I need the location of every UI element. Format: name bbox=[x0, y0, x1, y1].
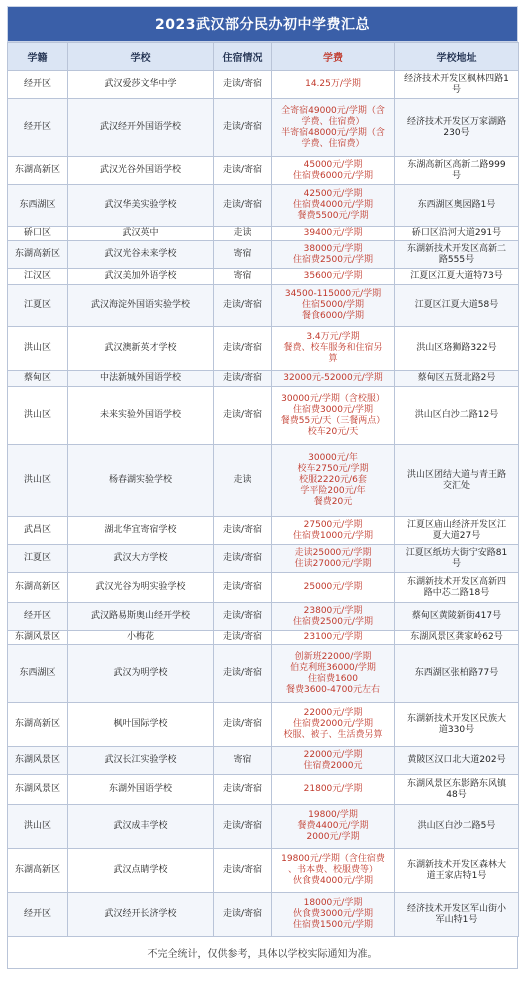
address-line: 道330号 bbox=[438, 724, 475, 735]
cell-fee bbox=[272, 747, 395, 775]
cell-address bbox=[395, 893, 519, 937]
cell-address bbox=[395, 775, 519, 805]
fee-line: 校车20元/天 bbox=[307, 426, 359, 437]
address-line: 道王家店特1号 bbox=[426, 870, 487, 881]
cell-address bbox=[395, 747, 519, 775]
cell-fee bbox=[272, 775, 395, 805]
fee-line: 校服2220元/6套 bbox=[299, 475, 367, 485]
fee-line: 走读25000元/学期 bbox=[294, 547, 372, 558]
cell-fee bbox=[272, 517, 395, 545]
cell-school: 武汉路易斯奥山经开学校 bbox=[68, 603, 214, 631]
cell-fee bbox=[272, 71, 395, 99]
cell-district: 江夏区 bbox=[8, 285, 68, 327]
cell-district: 洪山区 bbox=[8, 445, 68, 517]
fee-line: 22000元/学期 bbox=[303, 708, 363, 718]
fee-line: 校服、被子、生活费另算 bbox=[283, 730, 383, 740]
cell-lodging: 走读/寄宿 bbox=[214, 71, 272, 99]
cell-address bbox=[395, 631, 519, 645]
cell-lodging: 走读/寄宿 bbox=[214, 545, 272, 573]
table-row bbox=[8, 445, 519, 517]
cell-address bbox=[395, 371, 519, 387]
cell-fee bbox=[272, 99, 395, 157]
fee-line: 42500元/学期 bbox=[303, 189, 363, 199]
cell-address bbox=[395, 445, 519, 517]
table-row bbox=[8, 603, 519, 631]
address-line: 黄陂区汉口北大道202号 bbox=[407, 755, 506, 765]
fee-line: 餐费20元 bbox=[313, 497, 353, 507]
fee-line: 住宿费2000元/学期 bbox=[293, 719, 373, 729]
fee-line: 餐食6000/学期 bbox=[302, 311, 364, 321]
fee-line: 学平险200元/年 bbox=[300, 486, 366, 496]
table-row bbox=[8, 227, 519, 241]
table-row bbox=[8, 631, 519, 645]
address-line: 蔡甸区黄陵新街417号 bbox=[411, 611, 502, 621]
cell-lodging: 走读/寄宿 bbox=[214, 775, 272, 805]
cell-address bbox=[395, 645, 519, 703]
address-line: 夏大道27号 bbox=[432, 530, 481, 541]
cell-district: 经开区 bbox=[8, 71, 68, 99]
cell-fee bbox=[272, 703, 395, 747]
cell-lodging: 走读/寄宿 bbox=[214, 645, 272, 703]
cell-lodging: 走读/寄宿 bbox=[214, 703, 272, 747]
fee-line: 22000元/学期 bbox=[303, 749, 363, 760]
cell-fee bbox=[272, 849, 395, 893]
fee-line: 3.4万元/学期 bbox=[306, 332, 360, 342]
cell-district: 东湖高新区 bbox=[8, 573, 68, 603]
cell-lodging: 走读/寄宿 bbox=[214, 517, 272, 545]
cell-address bbox=[395, 269, 519, 285]
fee-line: 伯克利班36000/学期 bbox=[290, 662, 376, 673]
cell-fee bbox=[272, 269, 395, 285]
table-row bbox=[8, 703, 519, 747]
header-address: 学校地址 bbox=[395, 43, 519, 71]
cell-address bbox=[395, 157, 519, 185]
fee-line: 住宿费3000元/学期 bbox=[293, 404, 373, 415]
fee-line: 32000元-52000元/学期 bbox=[283, 373, 383, 383]
cell-school: 武汉光谷外国语学校 bbox=[68, 157, 214, 185]
table-row bbox=[8, 645, 519, 703]
cell-fee bbox=[272, 387, 395, 445]
cell-lodging: 寄宿 bbox=[214, 747, 272, 775]
fee-line: 住宿费2500元/学期 bbox=[293, 616, 373, 627]
address-line: 东湖风景区东影路东风镇 bbox=[406, 778, 506, 789]
address-line: 东湖新技术开发区高新二 bbox=[406, 243, 506, 254]
cell-fee bbox=[272, 185, 395, 227]
cell-school: 武汉爱莎文华中学 bbox=[68, 71, 214, 99]
table-row bbox=[8, 849, 519, 893]
cell-lodging: 走读/寄宿 bbox=[214, 327, 272, 371]
table-row bbox=[8, 327, 519, 371]
cell-school: 东湖外国语学校 bbox=[68, 775, 214, 805]
address-line: 江夏区纸坊大街宁安路81 bbox=[405, 547, 508, 558]
address-line: 军山特1号 bbox=[435, 914, 478, 925]
cell-district: 东湖风景区 bbox=[8, 747, 68, 775]
cell-lodging: 走读/寄宿 bbox=[214, 603, 272, 631]
fee-line: 住宿费1500元/学期 bbox=[293, 920, 373, 930]
cell-district: 东湖高新区 bbox=[8, 157, 68, 185]
cell-school: 武汉澳新英才学校 bbox=[68, 327, 214, 371]
cell-fee bbox=[272, 545, 395, 573]
cell-lodging: 走读 bbox=[214, 227, 272, 241]
cell-school: 武汉大方学校 bbox=[68, 545, 214, 573]
fee-line: 27500元/学期 bbox=[303, 519, 363, 530]
fee-line: 餐费55元/天（三餐两点） bbox=[280, 415, 386, 426]
cell-lodging: 走读/寄宿 bbox=[214, 849, 272, 893]
cell-fee bbox=[272, 285, 395, 327]
table-row bbox=[8, 775, 519, 805]
fee-line: 住宿费6000元/学期 bbox=[293, 170, 373, 181]
cell-district: 经开区 bbox=[8, 893, 68, 937]
cell-fee bbox=[272, 445, 395, 517]
cell-fee bbox=[272, 631, 395, 645]
table-row bbox=[8, 371, 519, 387]
cell-address bbox=[395, 805, 519, 849]
cell-address bbox=[395, 545, 519, 573]
table-row bbox=[8, 517, 519, 545]
cell-school: 武汉成丰学校 bbox=[68, 805, 214, 849]
cell-lodging: 走读/寄宿 bbox=[214, 631, 272, 645]
cell-address bbox=[395, 387, 519, 445]
cell-address bbox=[395, 703, 519, 747]
header-district: 学籍 bbox=[8, 43, 68, 71]
cell-district: 洪山区 bbox=[8, 805, 68, 849]
fee-line: 25000元/学期 bbox=[303, 582, 363, 592]
fee-line: 2000元/学期 bbox=[306, 832, 360, 842]
table-row bbox=[8, 285, 519, 327]
fee-line: 18000元/学期 bbox=[303, 898, 363, 908]
cell-lodging: 走读/寄宿 bbox=[214, 893, 272, 937]
fee-line: 35600元/学期 bbox=[303, 271, 363, 281]
cell-district: 东湖高新区 bbox=[8, 241, 68, 269]
fee-line: 30000元/学期（含校服） bbox=[281, 393, 385, 404]
table-row bbox=[8, 185, 519, 227]
fee-line: 校车2750元/学期 bbox=[297, 464, 369, 474]
cell-district: 东湖风景区 bbox=[8, 775, 68, 805]
fee-line: 、书本费、校服费等） bbox=[287, 865, 378, 875]
cell-address bbox=[395, 241, 519, 269]
fee-line: 住宿费1600 bbox=[308, 673, 358, 684]
cell-address bbox=[395, 327, 519, 371]
cell-district: 洪山区 bbox=[8, 327, 68, 371]
table-body bbox=[8, 71, 519, 937]
address-line: 号 bbox=[451, 84, 461, 95]
cell-address bbox=[395, 603, 519, 631]
table-row bbox=[8, 157, 519, 185]
table-row bbox=[8, 747, 519, 775]
cell-lodging: 走读/寄宿 bbox=[214, 371, 272, 387]
cell-fee bbox=[272, 327, 395, 371]
cell-district: 硚口区 bbox=[8, 227, 68, 241]
cell-fee bbox=[272, 227, 395, 241]
fee-line: 餐费5500元/学期 bbox=[297, 211, 369, 221]
fee-line: 住宿费4000元/学期 bbox=[293, 200, 373, 210]
fee-line: 算 bbox=[328, 354, 338, 364]
cell-district: 经开区 bbox=[8, 99, 68, 157]
fee-line: 创新班22000/学期 bbox=[294, 651, 372, 662]
cell-district: 洪山区 bbox=[8, 387, 68, 445]
cell-school: 湖北华宜寄宿学校 bbox=[68, 517, 214, 545]
cell-address bbox=[395, 185, 519, 227]
cell-school: 武汉长江实验学校 bbox=[68, 747, 214, 775]
header-fee: 学费 bbox=[272, 43, 395, 71]
cell-school: 武汉华美实验学校 bbox=[68, 185, 214, 227]
cell-fee bbox=[272, 157, 395, 185]
fee-line: 34500-115000元/学期 bbox=[284, 289, 382, 299]
address-line: 路中芯二路18号 bbox=[423, 587, 490, 598]
fee-line: 住宿费2500元/学期 bbox=[293, 254, 373, 265]
cell-lodging: 走读 bbox=[214, 445, 272, 517]
cell-school: 武汉英中 bbox=[68, 227, 214, 241]
table-row bbox=[8, 269, 519, 285]
cell-district: 东西湖区 bbox=[8, 185, 68, 227]
fee-line: 19800/学期 bbox=[308, 810, 358, 820]
footer-note: 不完全统计，仅供参考，具体以学校实际通知为准。 bbox=[7, 937, 518, 969]
cell-address bbox=[395, 227, 519, 241]
fee-line: 全寄宿49000元/学期（含 bbox=[281, 105, 385, 116]
cell-lodging: 走读/寄宿 bbox=[214, 157, 272, 185]
fee-line: 30000元/年 bbox=[308, 453, 358, 463]
address-line: 东西湖区张柏路77号 bbox=[414, 668, 499, 678]
address-line: 东湖新技术开发区高新四 bbox=[406, 576, 506, 587]
cell-fee bbox=[272, 645, 395, 703]
cell-fee bbox=[272, 893, 395, 937]
table-row bbox=[8, 573, 519, 603]
fee-line: 住宿费2000元 bbox=[303, 760, 363, 771]
address-line: 48号 bbox=[446, 789, 467, 800]
fee-line: 21800元/学期 bbox=[303, 784, 363, 794]
cell-district: 东西湖区 bbox=[8, 645, 68, 703]
cell-district: 江汉区 bbox=[8, 269, 68, 285]
cell-district: 经开区 bbox=[8, 603, 68, 631]
fee-line: 半寄宿48000元/学期（含 bbox=[281, 127, 385, 138]
cell-school: 武汉为明学校 bbox=[68, 645, 214, 703]
address-line: 230号 bbox=[443, 127, 470, 138]
fee-line: 23800元/学期 bbox=[303, 605, 363, 616]
fee-line: 39400元/学期 bbox=[303, 228, 363, 238]
address-line: 经济技术开发区军山街小 bbox=[406, 903, 506, 914]
fee-line: 住宿5000/学期 bbox=[302, 300, 364, 310]
address-line: 东西湖区奥园路1号 bbox=[417, 200, 496, 210]
cell-school: 武汉光谷为明实验学校 bbox=[68, 573, 214, 603]
address-line: 东湖风景区龚家岭62号 bbox=[410, 632, 503, 642]
fee-line: 餐费4400元/学期 bbox=[297, 821, 369, 831]
cell-address bbox=[395, 573, 519, 603]
cell-school: 枫叶国际学校 bbox=[68, 703, 214, 747]
cell-address bbox=[395, 285, 519, 327]
fee-line: 19800元/学期（含住宿费 bbox=[281, 854, 385, 864]
cell-lodging: 走读/寄宿 bbox=[214, 285, 272, 327]
fee-line: 餐费3600-4700元左右 bbox=[285, 684, 381, 695]
cell-school: 武汉经开长济学校 bbox=[68, 893, 214, 937]
address-line: 经济技术开发区万家湖路 bbox=[406, 116, 506, 127]
cell-fee bbox=[272, 603, 395, 631]
fee-line: 餐费、校车服务和住宿另 bbox=[283, 343, 383, 353]
cell-fee bbox=[272, 241, 395, 269]
fee-line: 45000元/学期 bbox=[303, 159, 363, 170]
fee-line: 23100元/学期 bbox=[303, 632, 363, 642]
cell-school: 小梅花 bbox=[68, 631, 214, 645]
cell-address bbox=[395, 99, 519, 157]
address-line: 江夏区庙山经济开发区江 bbox=[406, 519, 506, 530]
cell-school: 武汉美加外语学校 bbox=[68, 269, 214, 285]
cell-lodging: 走读/寄宿 bbox=[214, 185, 272, 227]
fee-line: 14.25万/学期 bbox=[305, 79, 361, 89]
address-line: 洪山区珞狮路322号 bbox=[416, 343, 497, 353]
cell-address bbox=[395, 517, 519, 545]
cell-school: 武汉点睛学校 bbox=[68, 849, 214, 893]
address-line: 经济技术开发区枫林四路1 bbox=[404, 73, 509, 84]
fee-line: 学费、住宿费） bbox=[301, 116, 365, 127]
page-title: 2023武汉部分民办初中学费汇总 bbox=[7, 6, 518, 42]
cell-address bbox=[395, 849, 519, 893]
cell-school: 中法新城外国语学校 bbox=[68, 371, 214, 387]
fee-line: 伙食费3000元/学期 bbox=[293, 909, 373, 919]
fee-line: 伙食费4000元/学期 bbox=[293, 876, 373, 886]
table-row bbox=[8, 545, 519, 573]
cell-school: 武汉经开外国语学校 bbox=[68, 99, 214, 157]
cell-address bbox=[395, 71, 519, 99]
table-header-row bbox=[8, 43, 519, 71]
cell-lodging: 寄宿 bbox=[214, 269, 272, 285]
address-line: 洪山区团结大道与青王路 bbox=[406, 469, 506, 480]
address-line: 路555号 bbox=[438, 254, 475, 265]
address-line: 洪山区白沙二路12号 bbox=[414, 410, 499, 420]
address-line: 交汇处 bbox=[442, 480, 470, 491]
cell-fee bbox=[272, 371, 395, 387]
address-line: 蔡甸区五贤北路2号 bbox=[417, 373, 496, 383]
address-line: 号 bbox=[451, 170, 461, 181]
address-line: 洪山区白沙二路5号 bbox=[417, 821, 496, 831]
table-row bbox=[8, 71, 519, 99]
fee-line: 住读27000元/学期 bbox=[294, 558, 372, 569]
cell-lodging: 走读/寄宿 bbox=[214, 99, 272, 157]
cell-district: 东湖高新区 bbox=[8, 703, 68, 747]
fee-table bbox=[7, 42, 519, 937]
cell-school: 未来实验外国语学校 bbox=[68, 387, 214, 445]
address-line: 号 bbox=[451, 558, 461, 569]
fee-line: 38000元/学期 bbox=[303, 243, 363, 254]
header-lodging: 住宿情况 bbox=[214, 43, 272, 71]
address-line: 东湖新技术开发区森林大 bbox=[406, 859, 506, 870]
address-line: 硚口区沿河大道291号 bbox=[411, 228, 502, 238]
fee-line: 住宿费1000元/学期 bbox=[293, 530, 373, 541]
cell-lodging: 走读/寄宿 bbox=[214, 573, 272, 603]
table-row bbox=[8, 387, 519, 445]
table-row bbox=[8, 241, 519, 269]
cell-school: 杨春湖实验学校 bbox=[68, 445, 214, 517]
cell-district: 东湖高新区 bbox=[8, 849, 68, 893]
cell-fee bbox=[272, 805, 395, 849]
fee-line: 学费、住宿费） bbox=[301, 138, 365, 149]
address-line: 东湖高新区高新二路999 bbox=[407, 159, 506, 170]
address-line: 江夏区江夏大道58号 bbox=[414, 300, 499, 310]
cell-lodging: 走读/寄宿 bbox=[214, 387, 272, 445]
cell-district: 江夏区 bbox=[8, 545, 68, 573]
cell-district: 东湖风景区 bbox=[8, 631, 68, 645]
table-row bbox=[8, 99, 519, 157]
address-line: 江夏区江夏大道特73号 bbox=[410, 271, 503, 281]
address-line: 东湖新技术开发区民族大 bbox=[406, 713, 506, 724]
cell-district: 蔡甸区 bbox=[8, 371, 68, 387]
cell-lodging: 寄宿 bbox=[214, 241, 272, 269]
cell-fee bbox=[272, 573, 395, 603]
table-row bbox=[8, 893, 519, 937]
header-school: 学校 bbox=[68, 43, 214, 71]
cell-school: 武汉海淀外国语实验学校 bbox=[68, 285, 214, 327]
cell-lodging: 走读/寄宿 bbox=[214, 805, 272, 849]
table-row bbox=[8, 805, 519, 849]
cell-district: 武昌区 bbox=[8, 517, 68, 545]
cell-school: 武汉光谷未来学校 bbox=[68, 241, 214, 269]
